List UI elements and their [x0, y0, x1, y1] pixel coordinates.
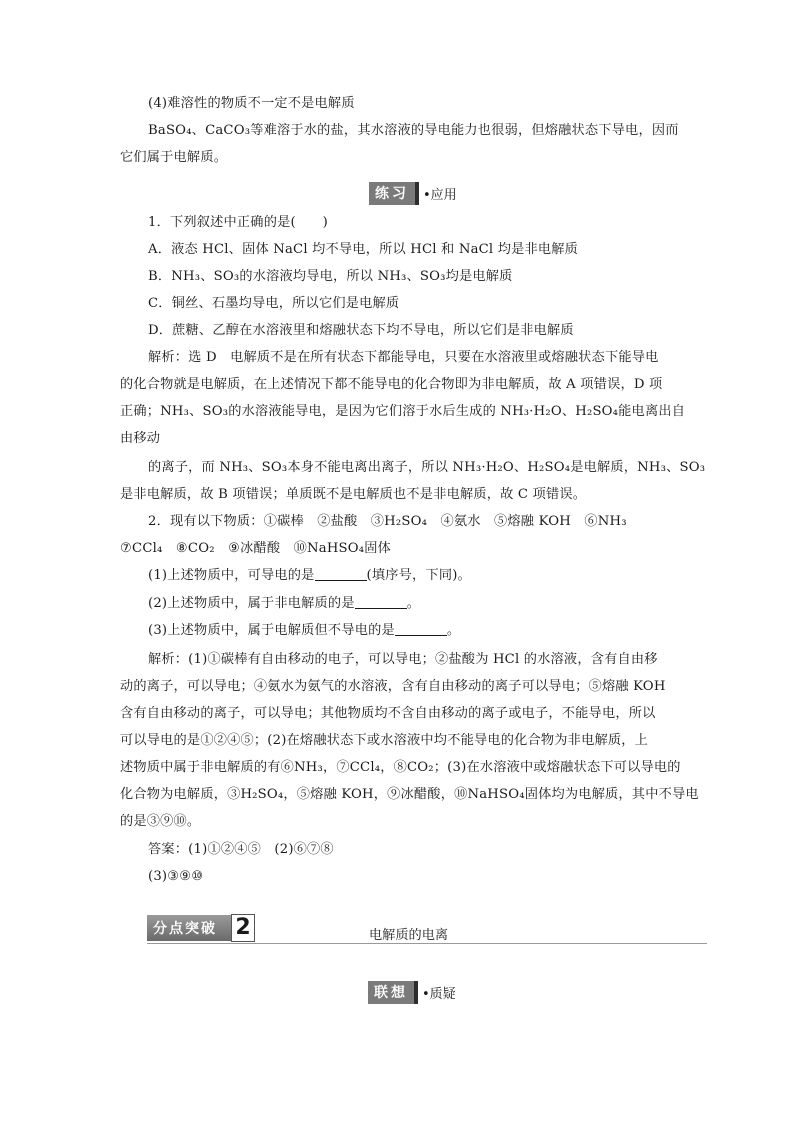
- text-line: 它们属于电解质。: [120, 150, 228, 165]
- subquestion-1-text: (1)上述物质中，可导电的是: [148, 568, 315, 583]
- question-1: 1．下列叙述中正确的是( ): [148, 215, 328, 230]
- subquestion-2: [148, 594, 420, 614]
- option-b: B．NH₃、SO₃的水溶液均导电，所以 NH₃、SO₃均是电解质: [148, 269, 513, 284]
- answer-blank: [315, 566, 367, 581]
- subquestion-3-text: (3)上述物质中，属于电解质但不导电的是: [148, 623, 395, 638]
- answer-line: 答案：(1)①②④⑤ (2)⑥⑦⑧: [148, 842, 334, 857]
- subquestion-1-tail: (填序号，下同)。: [366, 568, 471, 583]
- section-tag: [147, 915, 255, 941]
- answer-blank: [355, 594, 407, 609]
- practice-banner: [369, 182, 457, 205]
- option-d: D．蔗糖、乙醇在水溶液里和熔融状态下均不导电，所以它们是非电解质: [148, 323, 574, 338]
- analysis-line: 的离子，而 NH₃、SO₃本身不能电离出离子，所以 NH₃·H₂O、H₂SO₄是电解质，NH₃、SO₃: [148, 460, 706, 475]
- subquestion-3: [148, 621, 460, 641]
- section-header: [147, 913, 707, 944]
- option-a: A．液态 HCl、固体 NaCl 均不导电，所以 HCl 和 NaCl 均是非电解质: [148, 242, 579, 257]
- subquestion-2-tail: 。: [406, 596, 421, 611]
- analysis-line: 解析：选 D 电解质不是在所有状态下都能导电，只要在水溶液里或熔融状态下能导电: [148, 350, 659, 365]
- analysis-line: 含有自由移动的离子，可以导电；其他物质均不含自由移动的离子或电子，不能导电，所以: [120, 706, 656, 721]
- option-c: C．铜丝、石墨均导电，所以它们是电解质: [148, 296, 400, 311]
- question-2: 2．现有以下物质：①碳棒 ②盐酸 ③H₂SO₄ ④氨水 ⑤熔融 KOH ⑥NH₃: [148, 514, 627, 529]
- section-number: 2: [231, 914, 255, 942]
- subquestion-3-tail: 。: [446, 623, 461, 638]
- analysis-line: 动的离子，可以导电；④氨水为氨气的水溶液，含有自由移动的离子可以导电；⑤熔融 KOH: [120, 679, 666, 694]
- discuss-banner: [368, 981, 456, 1004]
- analysis-line: 的是③⑨⑩。: [120, 814, 201, 829]
- answer-line: (3)③⑨⑩: [148, 869, 204, 884]
- analysis-line: 述物质中属于非电解质的有⑥NH₃，⑦CCl₄，⑧CO₂；(3)在水溶液中或熔融状态下可以导电的: [120, 760, 681, 775]
- analysis-line: 可以导电的是①②④⑤；(2)在熔融状态下或水溶液中均不能导电的化合物为非电解质，上: [120, 733, 649, 748]
- discuss-tag: 联想: [368, 981, 418, 1004]
- practice-tag: 练习: [369, 182, 419, 205]
- section-title: 电解质的电离: [369, 928, 449, 943]
- section-tag-label: 分点突破: [153, 921, 217, 937]
- subquestion-1: [148, 566, 471, 586]
- text-line: BaSO₄、CaCO₃等难溶于水的盐，其水溶液的导电能力也很弱，但熔融状态下导电，因而: [148, 123, 679, 138]
- analysis-line: 化合物为电解质，③H₂SO₄，⑤熔融 KOH，⑨冰醋酸，⑩NaHSO₄固体均为电解质，其中不导电: [120, 787, 699, 802]
- answer-blank: [395, 621, 447, 636]
- subquestion-2-text: (2)上述物质中，属于非电解质的是: [148, 596, 355, 611]
- question-2-cont: ⑦CCl₄ ⑧CO₂ ⑨冰醋酸 ⑩NaHSO₄固体: [120, 541, 392, 556]
- practice-sub: •应用: [423, 188, 457, 203]
- text-line: (4)难溶性的物质不一定不是电解质: [148, 96, 355, 111]
- analysis-line: 正确；NH₃、SO₃的水溶液能导电，是因为它们溶于水后生成的 NH₃·H₂O、H₂SO₄能电离出自: [120, 404, 686, 419]
- analysis-line: 的化合物就是电解质，在上述情况下都不能导电的化合物即为非电解质，故 A 项错误，D 项: [120, 377, 663, 392]
- analysis-line: 解析：(1)①碳棒有自由移动的电子，可以导电；②盐酸为 HCl 的水溶液，含有自由移: [148, 652, 658, 667]
- discuss-sub: •质疑: [422, 987, 456, 1002]
- analysis-line: 由移动: [120, 431, 161, 446]
- analysis-line: 是非电解质，故 B 项错误；单质既不是电解质也不是非电解质，故 C 项错误。: [120, 487, 587, 502]
